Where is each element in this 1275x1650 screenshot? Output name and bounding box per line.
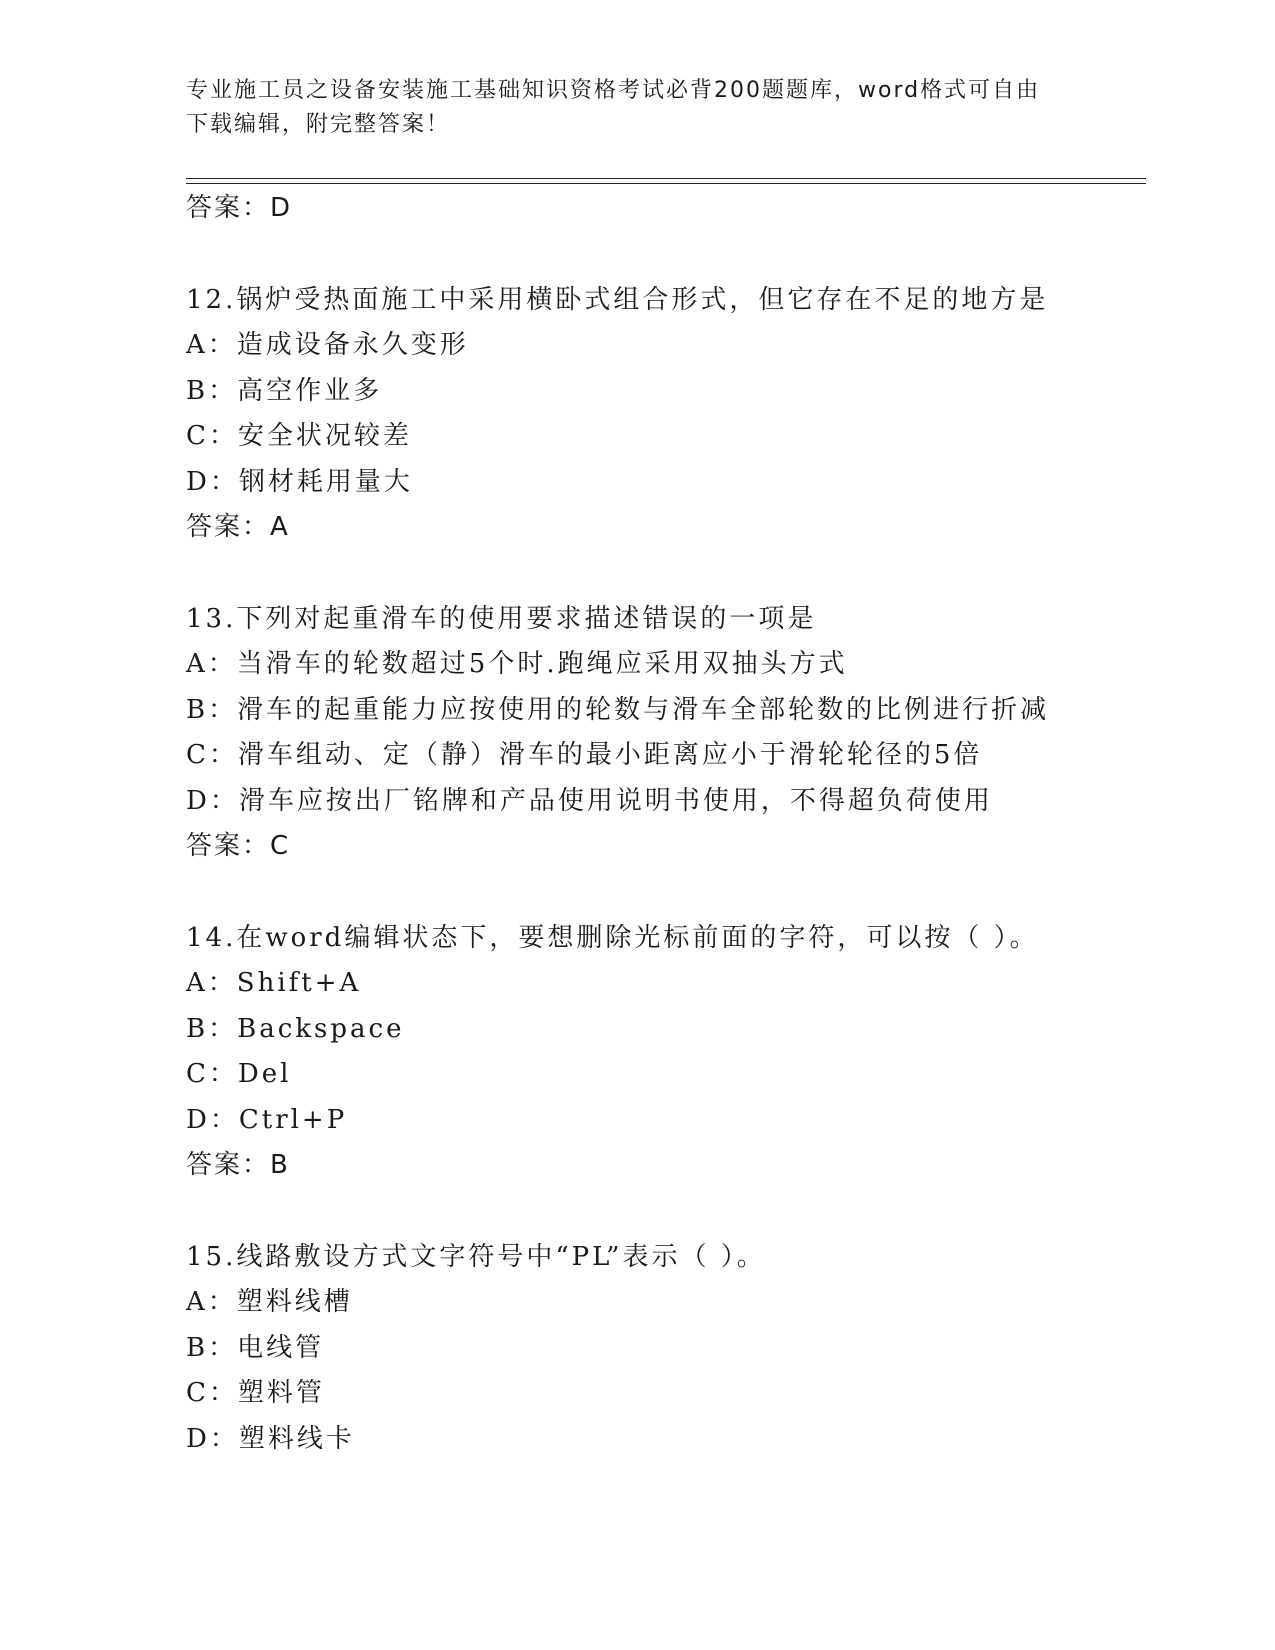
question-stem: 13.下列对起重滑车的使用要求描述错误的一项是 xyxy=(186,603,817,634)
question-15 xyxy=(186,1235,1146,1463)
header-line-1: 专业施工员之设备安装施工基础知识资格考试必背200题题库，word格式可自由 xyxy=(186,78,1041,103)
header-rule-bottom xyxy=(186,183,1146,184)
option-b: B：滑车的起重能力应按使用的轮数与滑车全部轮数的比例进行折减 xyxy=(186,694,1050,725)
question-stem: 12.锅炉受热面施工中采用横卧式组合形式，但它存在不足的地方是 xyxy=(186,284,1049,315)
document-header xyxy=(186,74,1086,142)
spacer xyxy=(186,1189,1146,1235)
option-b: B：高空作业多 xyxy=(186,375,383,406)
option-c: C：Del xyxy=(186,1059,292,1089)
answer-line: 答案：C xyxy=(186,831,291,861)
spacer xyxy=(186,870,1146,916)
header-rule-top xyxy=(186,178,1146,179)
question-14 xyxy=(186,916,1146,1189)
answer-line: 答案：A xyxy=(186,512,290,542)
option-c: C：安全状况较差 xyxy=(186,421,412,451)
question-stem: 15.线路敷设方式文字符号中“PL”表示（ ）。 xyxy=(186,1241,766,1272)
option-a: A：塑料线槽 xyxy=(186,1287,353,1317)
spacer xyxy=(186,232,1146,278)
option-a: A：当滑车的轮数超过5个时.跑绳应采用双抽头方式 xyxy=(186,649,848,679)
header-line-2: 下载编辑，附完整答案！ xyxy=(186,112,451,137)
option-b: B：电线管 xyxy=(186,1332,325,1363)
question-12 xyxy=(186,278,1146,551)
question-stem: 14.在word编辑状态下，要想删除光标前面的字符，可以按（ ）。 xyxy=(186,922,1039,953)
answer-line: 答案：D xyxy=(186,193,293,223)
option-d: D：塑料线卡 xyxy=(186,1423,355,1454)
document-body xyxy=(186,186,1146,1462)
option-d: D：钢材耗用量大 xyxy=(186,466,413,497)
option-b: B：Backspace xyxy=(186,1013,405,1044)
option-d: D：Ctrl+P xyxy=(186,1104,348,1135)
answer-line: 答案：B xyxy=(186,1150,290,1180)
option-c: C：滑车组动、定（静）滑车的最小距离应小于滑轮轮径的5倍 xyxy=(186,740,983,770)
question-13 xyxy=(186,597,1146,870)
option-c: C：塑料管 xyxy=(186,1378,325,1408)
spacer xyxy=(186,551,1146,597)
option-d: D：滑车应按出厂铭牌和产品使用说明书使用，不得超负荷使用 xyxy=(186,785,993,816)
option-a: A：造成设备永久变形 xyxy=(186,330,469,360)
option-a: A：Shift+A xyxy=(186,968,362,998)
